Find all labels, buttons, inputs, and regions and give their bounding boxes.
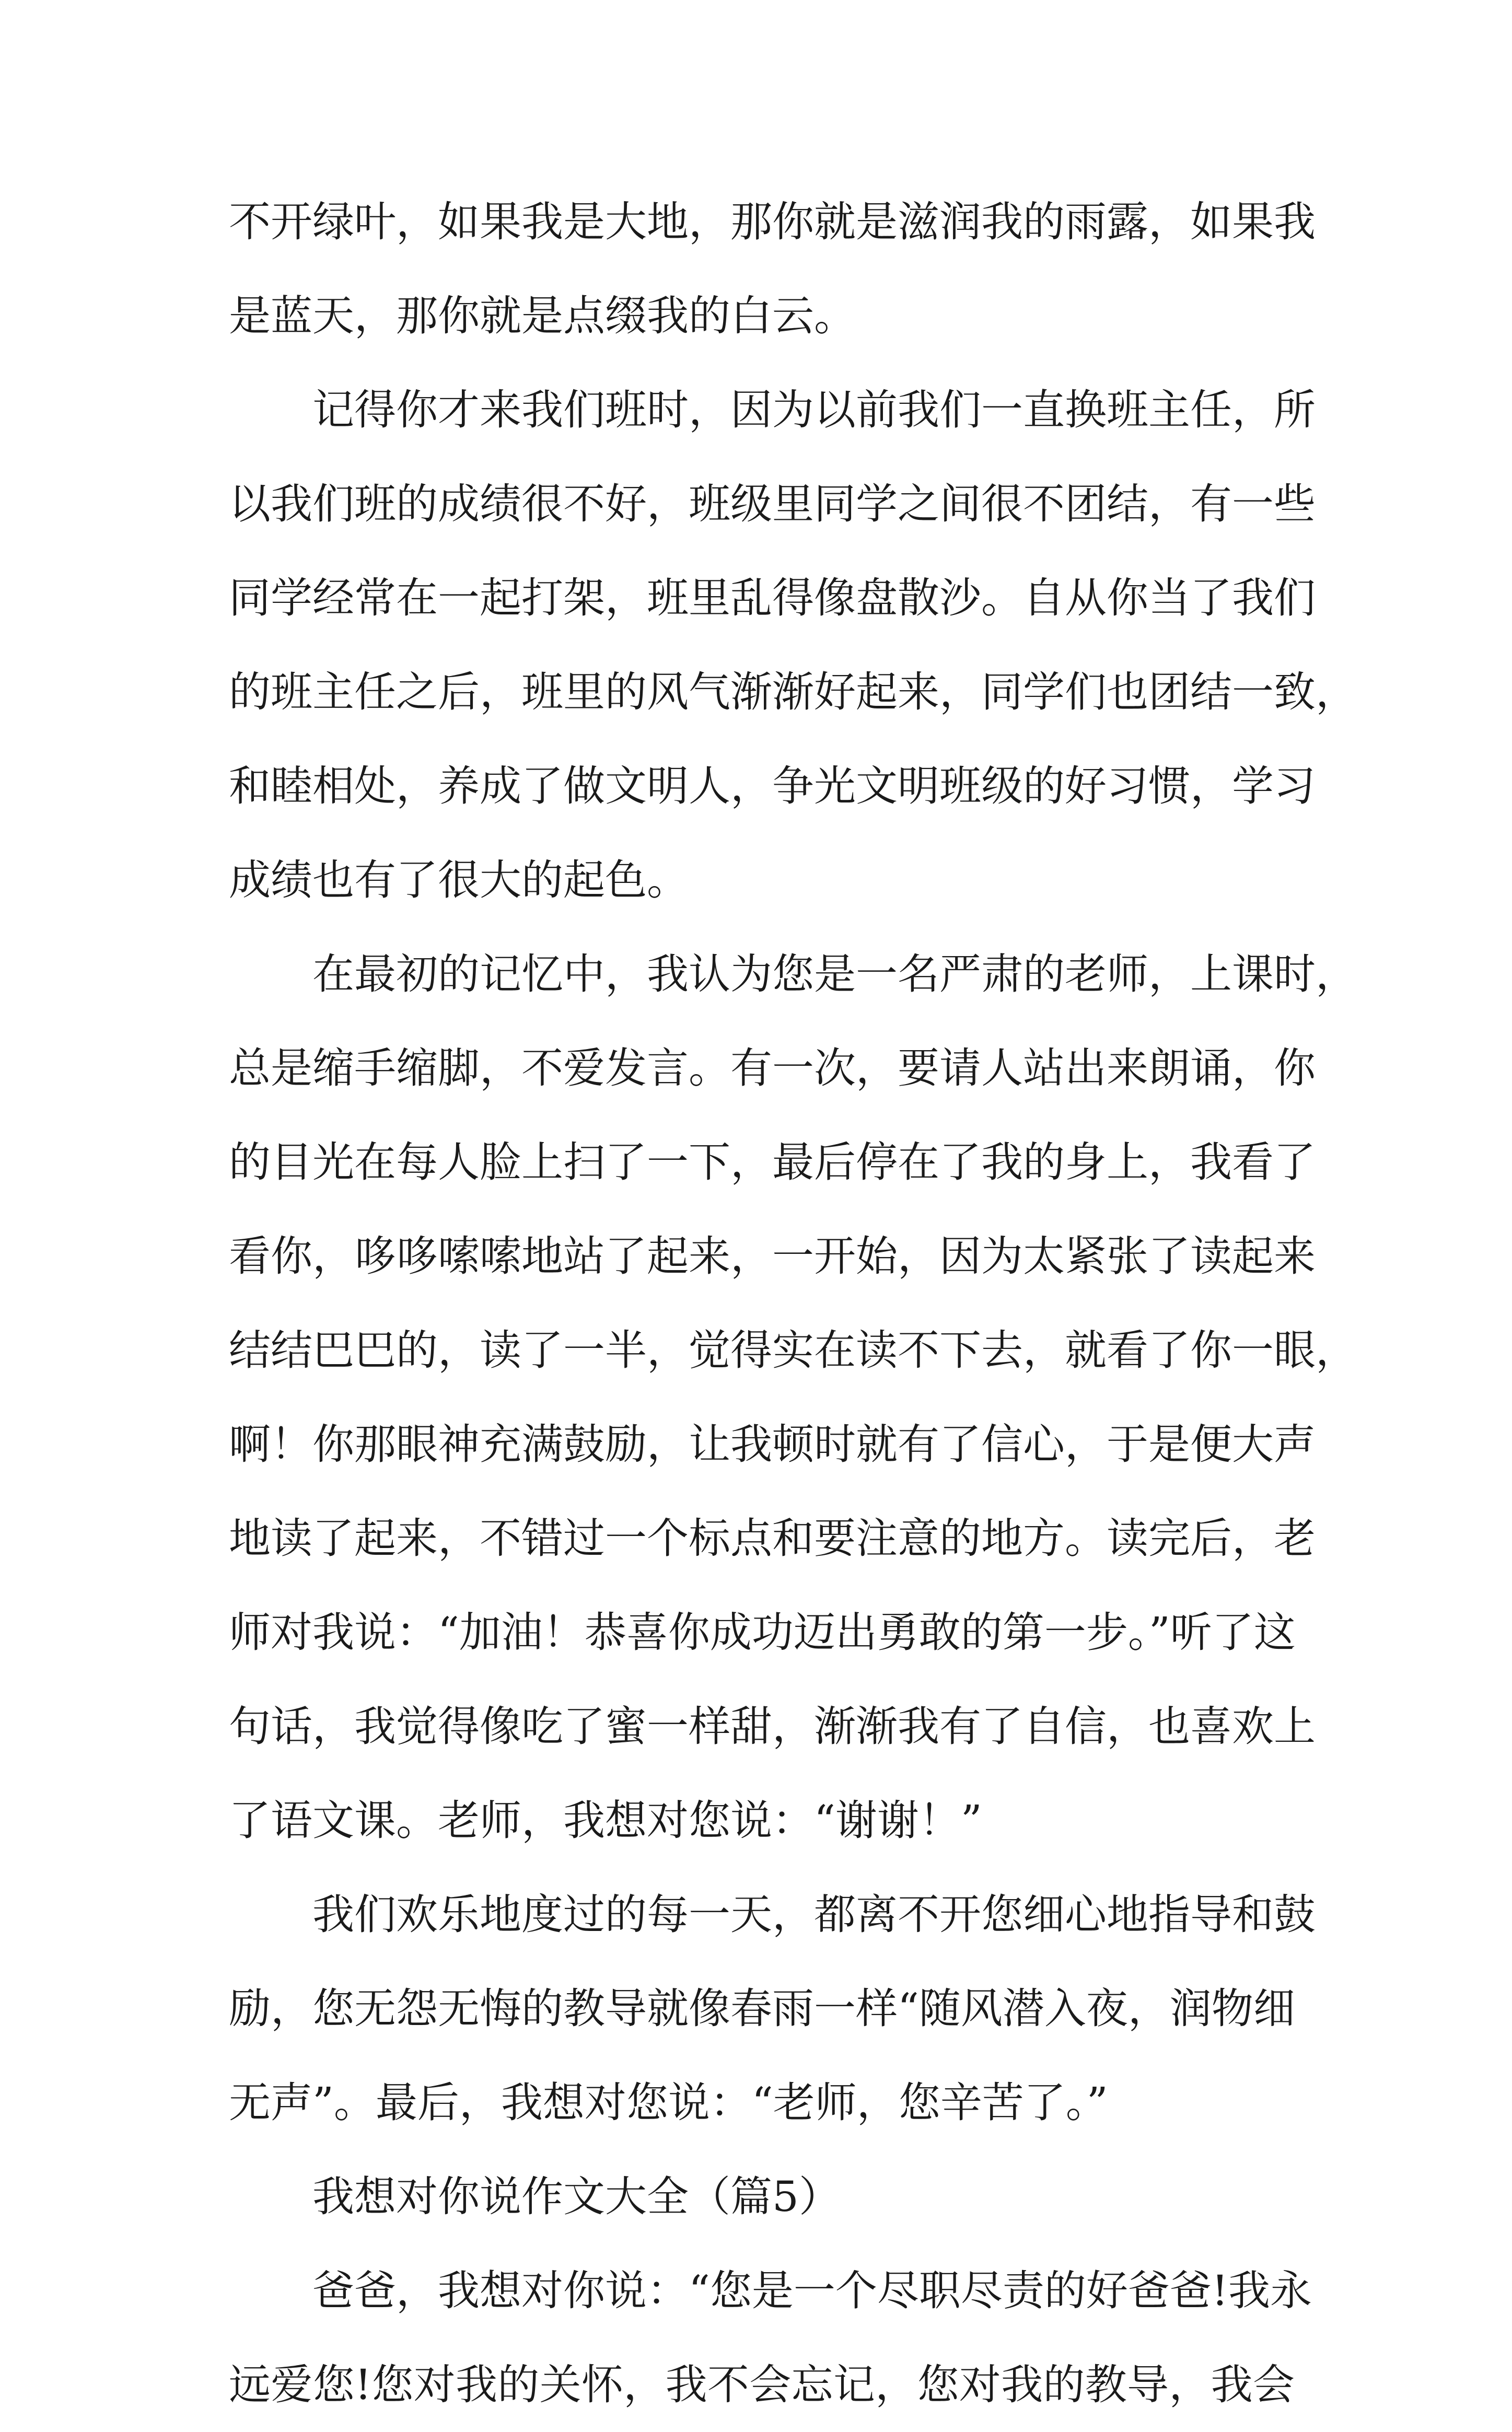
- text-line: 了语文课。老师，我想对您说：“谢谢！”: [229, 1796, 982, 1845]
- text-line: 和睦相处，养成了做文明人，争光文明班级的好习惯，学习: [229, 762, 1316, 810]
- text-line: 看你，哆哆嗦嗦地站了起来，一开始，因为太紧张了读起来: [229, 1232, 1316, 1281]
- text-line: 成绩也有了很大的起色。: [229, 856, 689, 904]
- text-line: 以我们班的成绩很不好，班级里同学之间很不团结，有一些: [229, 480, 1316, 528]
- text-line: 总是缩手缩脚，不爱发言。有一次，要请人站出来朗诵，你: [229, 1044, 1316, 1092]
- text-line: 励，您无怨无悔的教导就像春雨一样“随风潜入夜，润物细: [229, 1984, 1295, 2033]
- paragraph-first-line: 在最初的记忆中，我认为您是一名严肃的老师，上课时，: [312, 950, 1357, 998]
- text-line: 同学经常在一起打架，班里乱得像盘散沙。自从你当了我们: [229, 574, 1316, 622]
- text-line: 的班主任之后，班里的风气渐渐好起来，同学们也团结一致，: [229, 668, 1357, 716]
- text-line: 师对我说：“加油！恭喜你成功迈出勇敢的第一步。”听了这: [229, 1608, 1296, 1657]
- paragraph-first-line: 我们欢乐地度过的每一天，都离不开您细心地指导和鼓: [312, 1890, 1316, 1939]
- text-line: 啊！你那眼神充满鼓励，让我顿时就有了信心，于是便大声: [229, 1420, 1316, 1469]
- paragraph-first-line: 爸爸，我想对你说：“您是一个尽职尽责的好爸爸!我永: [312, 2266, 1312, 2315]
- text-line: 不开绿叶，如果我是大地，那你就是滋润我的雨露，如果我: [229, 197, 1316, 246]
- text-line: 地读了起来，不错过一个标点和要注意的地方。读完后，老: [229, 1514, 1316, 1563]
- text-line: 是蓝天，那你就是点缀我的白云。: [229, 292, 856, 340]
- text-line: 远爱您!您对我的关怀，我不会忘记，您对我的教导，我会: [229, 2360, 1295, 2409]
- text-line: 结结巴巴的，读了一半，觉得实在读不下去，就看了你一眼，: [229, 1326, 1357, 1375]
- section-heading: 我想对你说作文大全（篇5）: [312, 2172, 841, 2221]
- text-line: 的目光在每人脸上扫了一下，最后停在了我的身上，我看了: [229, 1138, 1316, 1186]
- text-line: 无声”。最后，我想对您说：“老师，您辛苦了。”: [229, 2078, 1108, 2127]
- paragraph-first-line: 记得你才来我们班时，因为以前我们一直换班主任，所: [312, 386, 1316, 434]
- document-page: [229, 175, 1357, 2432]
- text-line: 句话，我觉得像吃了蜜一样甜，渐渐我有了自信，也喜欢上: [229, 1702, 1316, 1751]
